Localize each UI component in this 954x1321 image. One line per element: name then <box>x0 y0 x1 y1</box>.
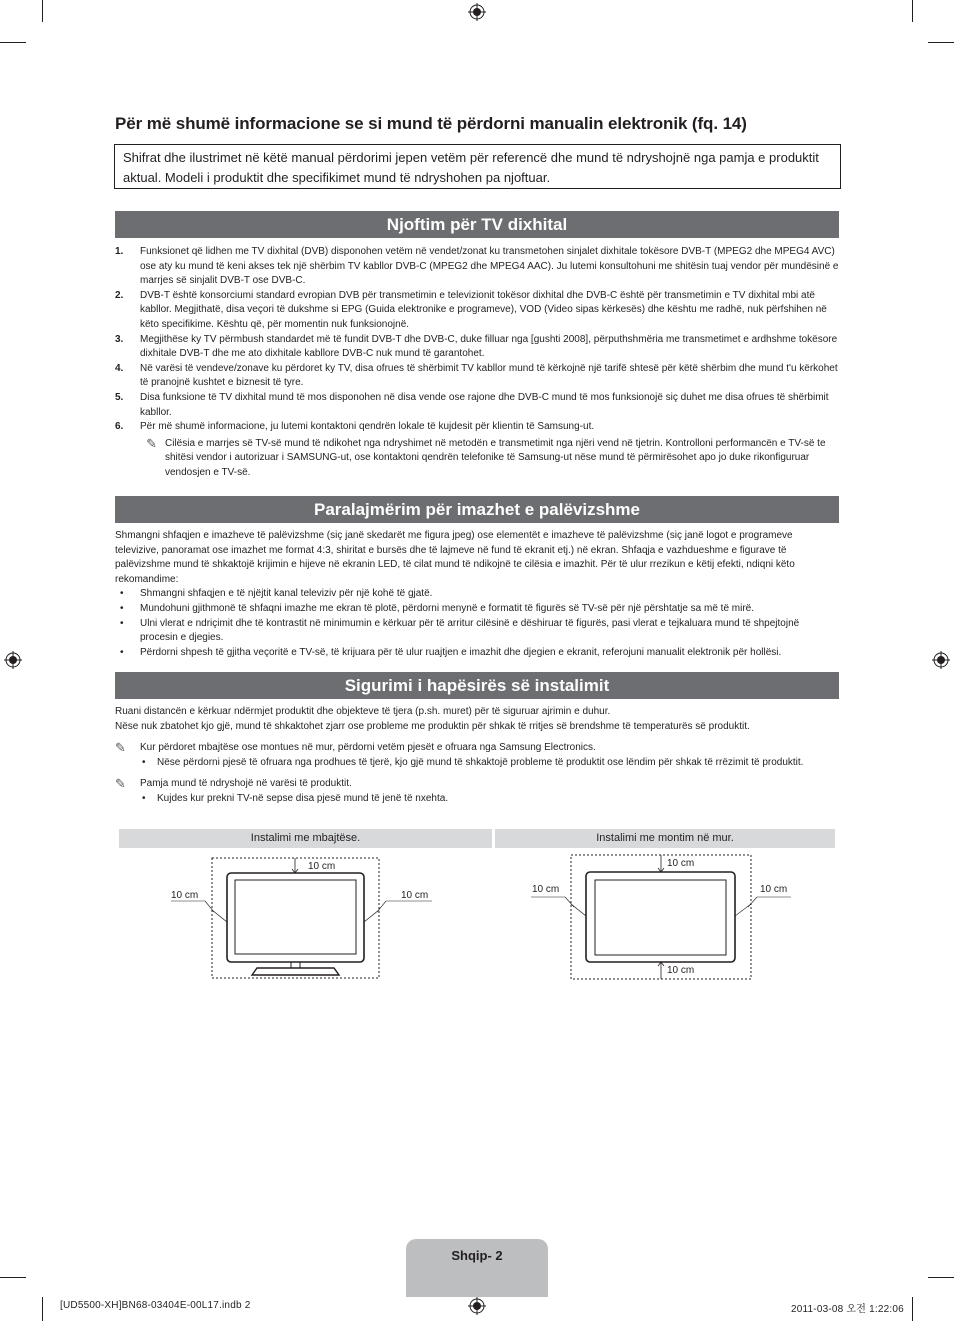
page-title: Për më shumë informacione se si mund të përdorni manualin elektronik (fq. 14) <box>115 114 747 133</box>
list-item: • Mundohuni gjithmonë të shfaqni imazhe me ekran të plotë, përdorni menynë e formatit të figurës së TV-së për një përshtatje sa më të mirë. <box>120 602 755 614</box>
wall-mount-installation-diagram <box>495 850 835 982</box>
diagram-header-stand: Instalimi me mbajtëse. <box>119 829 492 848</box>
list-item: • Shmangni shfaqjen e të njëjtit kanal televiziv për një kohë të gjatë. <box>120 588 433 600</box>
list-item: 3. Megjithëse ky TV përmbush standardet më të fundit DVB-T dhe DVB-C, duke filluar nga [gushti 2008], përputhshmëria me transmetimet e ardhshme tokësore dixhitale DVB-T dhe me ato dixhitale kabllore DVB-C nuk mund të garantohet. <box>115 333 838 360</box>
digital-tv-list <box>115 245 839 481</box>
dimension-right-label: 10 cm <box>401 890 429 901</box>
file-slug: [UD5500-XH]BN68-03404E-00L17.indb 2 <box>60 1300 251 1311</box>
dimension-bottom-label: 10 cm <box>667 965 695 976</box>
list-item: • Përdorni shpesh të gjitha veçoritë e TV-së, të krijuara për të ulur ruajtjen e imazhit dhe djegien e ekranit, referojuni manualit elektronik për hollësi. <box>120 646 782 658</box>
page-number: Shqip- 2 <box>451 1248 503 1263</box>
disclaimer-box: Shifrat dhe ilustrimet në këtë manual përdorimi jepen vetëm për referencë dhe mund të ndryshojnë nga pamja e produktit aktual. Modeli i produktit dhe specifikimet mund të ndryshohen pa njoftuar. <box>114 144 841 189</box>
registration-mark-icon <box>468 1297 486 1315</box>
print-timestamp: 2011-03-08 오전 1:22:06 <box>791 1304 904 1315</box>
registration-mark-icon <box>4 651 22 669</box>
dimension-top-label: 10 cm <box>667 858 695 869</box>
diagram-header-wall-mount: Instalimi me montim në mur. <box>495 829 835 848</box>
pencil-note-icon: ✎ <box>115 776 126 792</box>
note-row: ✎ Kur përdoret mbajtëse ose montues në mur, përdorni vetëm pjesët e ofruara nga Samsung Electronics. <box>115 740 596 756</box>
dimension-left-label: 10 cm <box>532 884 560 895</box>
installation-intro-2: Nëse nuk zbatohet kjo gjë, mund të shkaktohet zjarr ose probleme me produktin për shkak të rritjes së brendshme të temperaturës së produktit. <box>115 720 750 732</box>
note-row: ✎ Pamja mund të ndryshojë në varësi të produktit. <box>115 776 352 792</box>
list-item: 5. Disa funksione të TV dixhital mund të mos disponohen në disa vende ose rajone dhe DVB-C mund të mos funksionojë siç duhet me disa ofrues të shërbimit kabllor. <box>115 391 829 418</box>
list-item: • Kujdes kur prekni TV-në sepse disa pjesë mund të jenë të nxehta. <box>142 792 449 804</box>
registration-mark-icon <box>468 3 486 21</box>
still-images-content <box>115 529 839 660</box>
dimension-top-label: 10 cm <box>308 861 336 872</box>
section-title-digital-tv: Njoftim për TV dixhital <box>115 211 839 238</box>
dimension-left-label: 10 cm <box>171 890 199 901</box>
section-title-installation-space: Sigurimi i hapësirës së instalimit <box>115 672 839 699</box>
note-row: ✎ Cilësia e marrjes së TV-së mund të ndikohet nga ndryshimet në metodën e transmetimit nga njëri vend në tjetrin. Kontrolloni performancën e TV-së te shitësi vendor i autorizuar i SAMSUNG-ut, ose kontaktoni qendrën telefonike të Samsung-ut nëse mund të përmirësohet apo jo duke rikonfiguruar vendosjen e TV-së. <box>115 437 839 481</box>
pencil-note-icon: ✎ <box>146 435 157 451</box>
list-item: • Ulni vlerat e ndriçimit dhe të kontrastit në minimumin e kërkuar për të arritur cilësinë e dëshiruar të figurës, pasi vlerat e tejkaluara mund të shpejtojnë procesin e djegies. <box>120 617 800 644</box>
pencil-note-icon: ✎ <box>115 740 126 756</box>
registration-mark-icon <box>932 651 950 669</box>
dimension-right-label: 10 cm <box>760 884 788 895</box>
list-item: 4. Në varësi të vendeve/zonave ku përdoret ky TV, disa ofrues të shërbimit TV kabllor mund të kërkojnë një tarifë shtesë për këtë shërbim dhe mund t'u kërkohet të pranojnë kushtet e biznesit të tyre. <box>115 362 838 389</box>
still-images-intro: Shmangni shfaqjen e imazheve të palëvizshme (siç janë skedarët me figura jpeg) ose elementët e imazheve të palëvizshme (siç janë logot e programeve televizive, panoramat ose imazhet me format 4:3, shiritat e bursës dhe të lajmeve në fund të ekranit etj.) në ekran. Shfaqja e vazhdueshme e figurave të palëvizshme mund të shkaktojë krijimin e hijeve në ekranin LED, të cilat mund të ndikojnë te cilësia e imazhit. Për të ulur rrezikun e këtij efekti, ndiqni këto rekomandime: <box>115 530 795 585</box>
stand-installation-diagram <box>119 850 492 980</box>
list-item: • Nëse përdorni pjesë të ofruara nga prodhues të tjerë, kjo gjë mund të shkaktojë probleme të produktit ose lëndim për shkak të rrëzimit të produktit. <box>142 756 804 768</box>
page-number-tab <box>406 1239 548 1297</box>
installation-intro-1: Ruani distancën e kërkuar ndërmjet produktit dhe objekteve të tjera (p.sh. muret) për të siguruar ajrimin e duhur. <box>115 706 611 717</box>
list-item: 1. Funksionet që lidhen me TV dixhital (DVB) disponohen vetëm në vendet/zonat ku transmetohen sinjalet dixhitale tokësore DVB-T (MPEG2 dhe MPEG4 AVC) ose aty ku mund të keni akses tek një shërbim TV kabllor DVB-C (MPEG2 dhe MPEG4 AAC). Ju lutemi konsultohuni me shitësin tuaj vendor për mundësinë e marrjes së sinjalit DVB-T ose DVB-C. <box>115 246 839 287</box>
list-item: 6. Për më shumë informacione, ju lutemi kontaktoni qendrën lokale të kujdesit për klientin të Samsung-ut. <box>115 421 595 433</box>
section-title-still-images: Paralajmërim për imazhet e palëvizshme <box>115 496 839 523</box>
installation-content <box>115 705 839 807</box>
list-item: 2. DVB-T është konsorciumi standard evropian DVB për transmetimin e televizionit tokësor dixhital dhe DVB-C është për transmetimin e TV dixhital mbi atë kabllor. Megjithatë, disa veçori të dukshme si EPG (Guida elektronike e programeve), VOD (Video sipas kërkesës) dhe kështu me radhë, nuk përfshihen në këto specifikime. Kështu që, për momentin nuk funksionojnë. <box>115 289 827 330</box>
